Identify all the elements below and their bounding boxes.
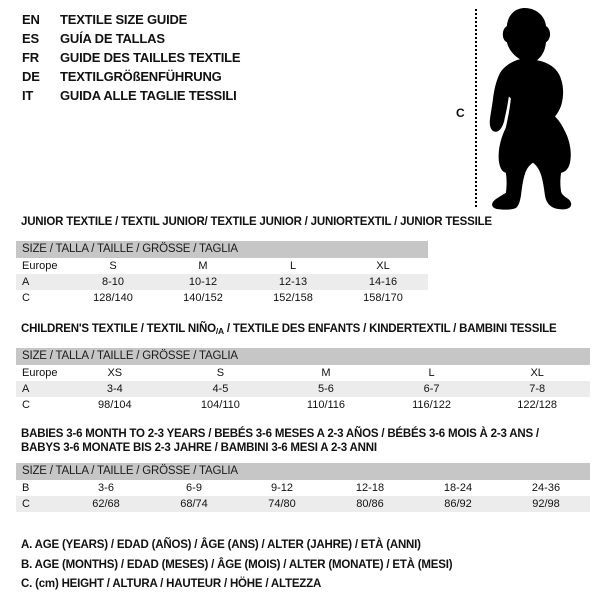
cell-value: 24-36 <box>531 482 561 494</box>
language-code: ES <box>22 31 39 46</box>
language-title: TEXTILE SIZE GUIDE <box>60 12 188 27</box>
size-header-bar: SIZE / TALLA / TAILLE / GRÖSSE / TAGLIA <box>16 463 590 480</box>
size-header-bar: SIZE / TALLA / TAILLE / GRÖSSE / TAGLIA <box>16 348 590 365</box>
cell-value: 140/152 <box>183 292 223 304</box>
column-header: L <box>289 260 297 272</box>
cell-value: 62/68 <box>92 498 120 510</box>
cell-value: 6-9 <box>186 482 202 494</box>
section-title-line2: BABYS 3-6 MONATE BIS 2-3 JAHRE / BAMBINI 3-6 MESI A 2-3 ANNI <box>21 441 377 454</box>
cell-value: 9-12 <box>270 482 294 494</box>
region-label: Europe <box>22 260 58 272</box>
cell-value: 116/122 <box>412 399 452 411</box>
cell-value: 14-16 <box>368 276 398 288</box>
cell-value: 80/86 <box>356 498 384 510</box>
section-title-text: CHILDREN'S TEXTILE / TEXTIL NIÑO <box>21 323 216 335</box>
cell-value: 7-8 <box>529 383 546 395</box>
cell-value: 18-24 <box>443 482 473 494</box>
language-row-fr <box>22 48 240 67</box>
section-title-subscript: /A <box>215 326 224 336</box>
note-line-b: B. AGE (MONTHS) / EDAD (MESES) / ÂGE (MOIS) / ALTER (MONATE) / ETÀ (MESI) <box>21 558 453 571</box>
cell-value: 152/158 <box>273 292 313 304</box>
height-measure-label: C <box>456 106 465 120</box>
language-list <box>22 10 240 105</box>
table-row-b <box>16 480 590 496</box>
section-title-children <box>21 323 556 336</box>
table-row-c <box>16 290 428 306</box>
row-label: B <box>22 482 30 494</box>
cell-value: 128/140 <box>93 292 133 304</box>
cell-value: 6-7 <box>423 383 440 395</box>
size-table-children <box>16 348 590 413</box>
column-header: S <box>216 367 225 379</box>
size-table-junior <box>16 241 428 306</box>
size-header-bar: SIZE / TALLA / TAILLE / GRÖSSE / TAGLIA <box>16 241 428 258</box>
cell-value: 158/170 <box>363 292 403 304</box>
cell-value: 98/104 <box>97 399 132 411</box>
cell-value: 3-4 <box>106 383 123 395</box>
cell-value: 68/74 <box>180 498 208 510</box>
size-table-babies <box>16 463 590 512</box>
cell-value: 92/98 <box>532 498 560 510</box>
cell-value: 12-18 <box>355 482 385 494</box>
column-header-row <box>16 258 428 274</box>
cell-value: 74/80 <box>268 498 296 510</box>
height-measure-line <box>475 9 477 207</box>
language-code: EN <box>22 12 40 27</box>
language-code: FR <box>22 50 39 65</box>
cell-value: 110/116 <box>306 399 346 411</box>
note-line-a: A. AGE (YEARS) / EDAD (AÑOS) / ÂGE (ANS) / ALTER (JAHRE) / ETÀ (ANNI) <box>21 539 421 551</box>
row-label: C <box>22 292 30 304</box>
region-label: Europe <box>22 367 58 379</box>
row-label: A <box>22 383 30 395</box>
row-label: C <box>22 399 30 411</box>
language-title: GUÍA DE TALLAS <box>60 31 165 46</box>
cell-value: 86/92 <box>444 498 472 510</box>
cell-value: 122/128 <box>517 399 558 411</box>
section-title-text: / TEXTILE DES ENFANTS / KINDERTEXTIL / BAMBINI TESSILE <box>223 323 557 335</box>
cell-value: 3-6 <box>98 482 114 494</box>
language-title: GUIDE DES TAILLES TEXTILE <box>60 50 241 65</box>
language-row-en <box>22 10 240 29</box>
column-header: XL <box>530 367 544 379</box>
cell-value: 5-6 <box>318 383 334 395</box>
cell-value: 8-10 <box>101 276 125 288</box>
row-label: C <box>22 498 30 510</box>
language-title: GUIDA ALLE TAGLIE TESSILI <box>60 88 237 103</box>
section-title-line1: BABIES 3-6 MONTH TO 2-3 YEARS / BEBÉS 3-6 MESES A 2-3 AÑOS / BÉBÉS 3-6 MOIS À 2-3 ANS / <box>21 428 539 440</box>
column-header: L <box>428 367 435 379</box>
table-row-c <box>16 496 590 512</box>
column-header: M <box>321 367 331 379</box>
table-row-a <box>16 274 428 290</box>
note-line-c: C. (cm) HEIGHT / ALTURA / HAUTEUR / HÖHE / ALTEZZA <box>21 578 322 590</box>
table-row-c <box>16 397 590 413</box>
column-header: XS <box>107 367 123 379</box>
section-title-babies <box>21 428 586 455</box>
cell-value: 10-12 <box>188 276 218 288</box>
column-header: S <box>109 260 117 272</box>
column-header-row <box>16 365 590 381</box>
legend-notes <box>21 536 452 595</box>
column-header: M <box>198 260 208 272</box>
table-row-a <box>16 381 590 397</box>
baby-silhouette-icon <box>486 5 590 211</box>
section-title-junior: JUNIOR TEXTILE / TEXTIL JUNIOR/ TEXTILE JUNIOR / JUNIORTEXTIL / JUNIOR TESSILE <box>21 216 492 228</box>
language-row-es <box>22 29 240 48</box>
column-header: XL <box>376 260 390 272</box>
row-label: A <box>22 276 30 288</box>
cell-value: 4-5 <box>212 383 229 395</box>
language-row-de <box>22 67 240 86</box>
cell-value: 104/110 <box>200 399 240 411</box>
language-code: IT <box>22 88 34 103</box>
language-code: DE <box>22 69 40 84</box>
language-row-it <box>22 86 240 105</box>
cell-value: 12-13 <box>278 276 308 288</box>
language-title: TEXTILGRÖßENFÜHRUNG <box>60 69 222 84</box>
